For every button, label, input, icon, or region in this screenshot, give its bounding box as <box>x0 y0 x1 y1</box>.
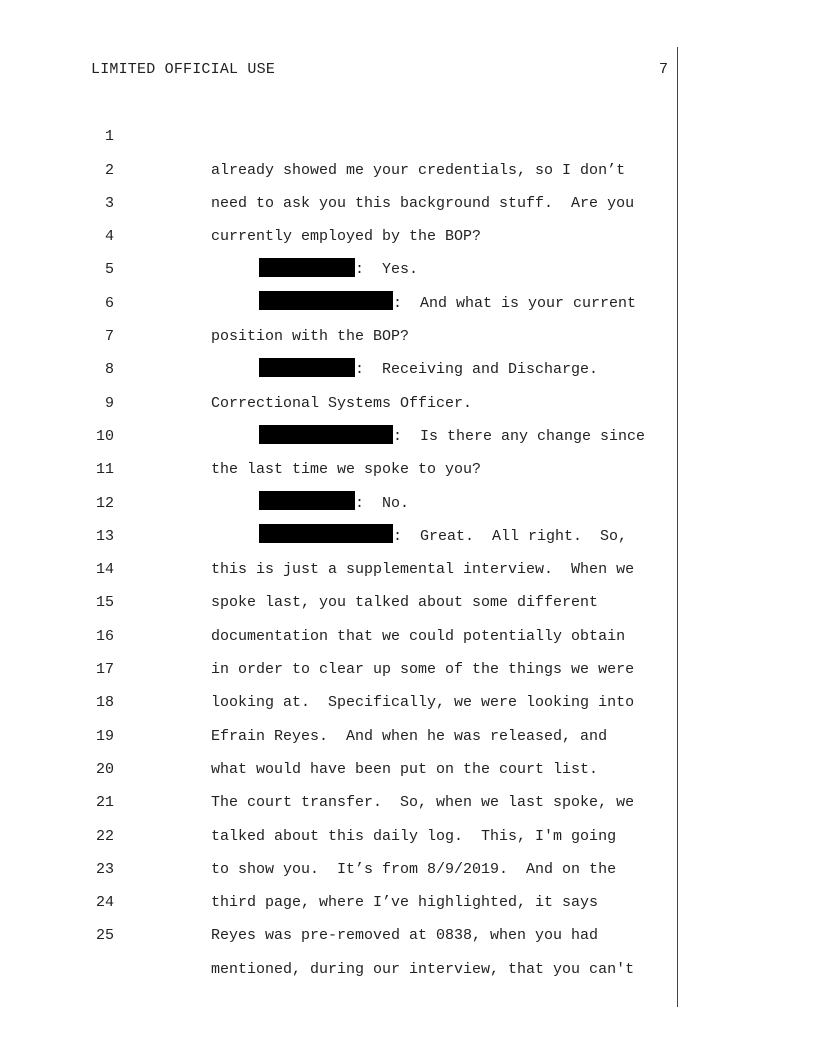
line-text: currently employed by the BOP? <box>211 228 482 246</box>
line-text: Efrain Reyes. And when he was released, and <box>211 727 608 745</box>
line-number: 8 <box>104 361 114 379</box>
line-text: : Yes. <box>355 261 419 279</box>
line-number: 19 <box>95 727 114 745</box>
line-number: 1 <box>104 128 114 146</box>
line-text: Reyes was pre-removed at 0838, when you had <box>211 927 599 945</box>
line-text: Correctional Systems Officer. <box>211 394 473 412</box>
line-text: looking at. Specifically, we were looking into <box>211 694 635 712</box>
line-number: 15 <box>95 594 114 612</box>
line-number: 20 <box>95 760 114 778</box>
line-text: mentioned, during our interview, that you can't <box>211 960 635 978</box>
line-number: 18 <box>95 694 114 712</box>
line-text: third page, where I’ve highlighted, it says <box>211 894 599 912</box>
line-text: what would have been put on the court list. <box>211 760 599 778</box>
line-number: 11 <box>95 461 114 479</box>
line-number: 24 <box>95 894 114 912</box>
line-text: already showed me your credentials, so I don’t <box>211 161 626 179</box>
line-text: documentation that we could potentially obtain <box>211 627 626 645</box>
line-number: 21 <box>95 794 114 812</box>
line-text: : Great. All right. So, <box>393 527 628 545</box>
classification-header: LIMITED OFFICIAL USE <box>91 61 276 78</box>
page-number: 7 <box>658 61 668 78</box>
line-text: The court transfer. So, when we last spoke, we <box>211 794 635 812</box>
transcript-line <box>0 87 816 179</box>
line-number: 16 <box>95 627 114 645</box>
line-number: 13 <box>95 527 114 545</box>
line-text: in order to clear up some of the things we were <box>211 661 635 679</box>
line-text: need to ask you this background stuff. Are you <box>211 194 635 212</box>
line-number: 14 <box>95 561 114 579</box>
line-text: : Receiving and Discharge. <box>355 361 599 379</box>
line-number: 5 <box>104 261 114 279</box>
line-number: 10 <box>95 427 114 445</box>
line-text: talked about this daily log. This, I'm going <box>211 827 617 845</box>
line-number: 23 <box>95 860 114 878</box>
transcript-body <box>0 87 816 978</box>
line-number: 2 <box>104 161 114 179</box>
line-number: 12 <box>95 494 114 512</box>
line-text: : Is there any change since <box>393 427 646 445</box>
line-number: 3 <box>104 194 114 212</box>
line-number: 4 <box>104 228 114 246</box>
line-number: 7 <box>104 328 114 346</box>
line-number: 22 <box>95 827 114 845</box>
line-text: spoke last, you talked about some different <box>211 594 599 612</box>
line-text: this is just a supplemental interview. When we <box>211 561 635 579</box>
line-text: position with the BOP? <box>211 328 410 346</box>
line-number: 6 <box>104 294 114 312</box>
line-text: to show you. It’s from 8/9/2019. And on the <box>211 860 617 878</box>
line-text: : No. <box>355 494 410 512</box>
line-text: : And what is your current <box>393 294 637 312</box>
line-number: 25 <box>95 927 114 945</box>
line-number: 9 <box>104 394 114 412</box>
line-text: the last time we spoke to you? <box>211 461 482 479</box>
line-number: 17 <box>95 661 114 679</box>
